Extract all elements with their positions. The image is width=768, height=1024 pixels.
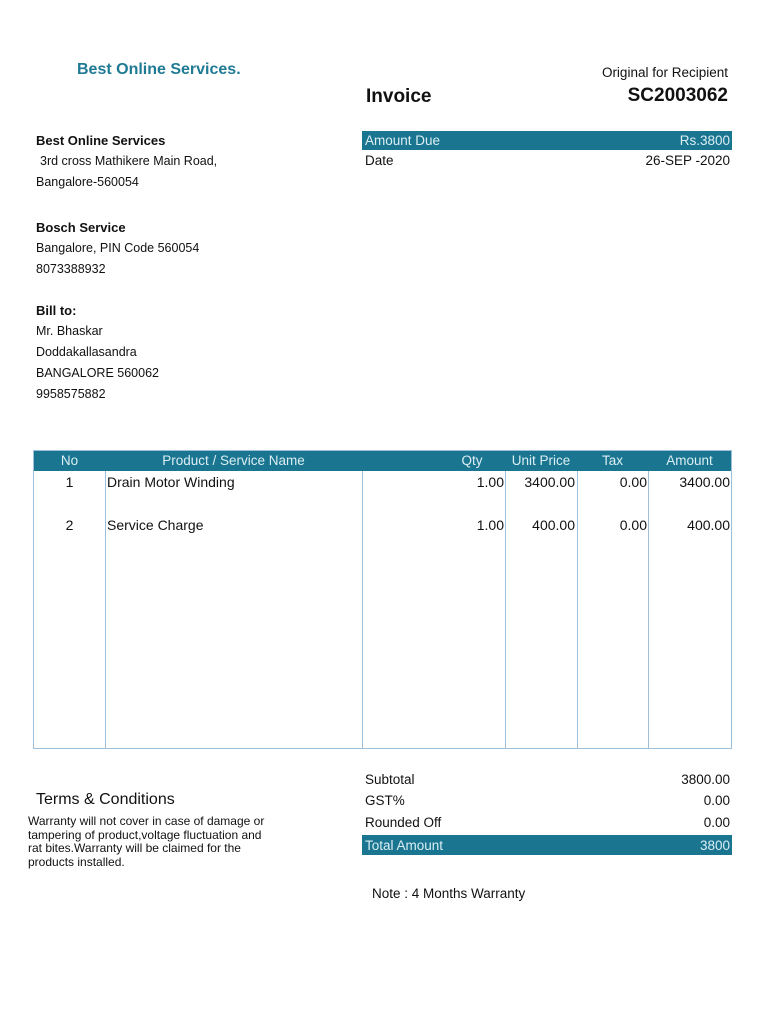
seller-address-line2: Bangalore-560054 <box>36 175 139 189</box>
gst-label: GST% <box>365 793 405 808</box>
terms-text: Warranty will not cover in case of damage or tampering of product,voltage fluctuation and rat bites.Warranty will be claimed for the products installed. <box>28 814 265 869</box>
row-qty: 1.00 <box>476 517 504 533</box>
brand-name: Best Online Services. <box>77 61 241 78</box>
bill-to-phone: 9958575882 <box>36 387 106 401</box>
invoice-title: Invoice <box>366 86 432 107</box>
amount-due-value: Rs.3800 <box>679 133 730 148</box>
service-center-phone: 8073388932 <box>36 262 106 276</box>
col-amount: Amount <box>666 453 713 468</box>
date-label: Date <box>365 153 394 168</box>
amount-due-bar <box>362 131 732 150</box>
service-center-block <box>36 217 199 280</box>
table-header <box>34 451 731 471</box>
column-divider <box>362 471 363 748</box>
bill-to-city: BANGALORE 560062 <box>36 366 159 380</box>
gst-value: 0.00 <box>703 793 730 808</box>
col-unit-price: Unit Price <box>511 453 571 468</box>
subtotal-row <box>362 772 732 787</box>
bill-to-name: Mr. Bhaskar <box>36 324 103 338</box>
total-amount-value: 3800 <box>699 837 730 853</box>
bill-to-block <box>36 300 159 405</box>
row-product: Service Charge <box>107 517 204 533</box>
warranty-note: Note : 4 Months Warranty <box>372 886 526 901</box>
invoice-number: SC2003062 <box>627 85 728 106</box>
column-divider <box>505 471 506 748</box>
rounded-off-value: 0.00 <box>703 815 730 830</box>
rounded-off-row <box>362 815 732 830</box>
amount-due-label: Amount Due <box>365 133 441 148</box>
row-no: 2 <box>65 517 74 533</box>
column-divider <box>105 471 106 748</box>
row-product: Drain Motor Winding <box>107 474 235 490</box>
rounded-off-label: Rounded Off <box>365 815 442 830</box>
seller-address-line1: 3rd cross Mathikere Main Road, <box>40 154 218 168</box>
col-tax: Tax <box>601 453 623 468</box>
row-amount: 3400.00 <box>679 474 730 490</box>
row-no: 1 <box>65 474 74 490</box>
row-tax: 0.00 <box>619 474 647 490</box>
subtotal-value: 3800.00 <box>681 772 730 787</box>
total-amount-label: Total Amount <box>365 837 444 853</box>
row-qty: 1.00 <box>476 474 504 490</box>
column-divider <box>648 471 649 748</box>
copy-label: Original for Recipient <box>601 65 728 80</box>
total-amount-bar <box>362 835 732 855</box>
col-no: No <box>60 453 79 468</box>
service-center-address: Bangalore, PIN Code 560054 <box>36 241 200 255</box>
row-unit-price: 400.00 <box>532 517 575 533</box>
column-divider <box>577 471 578 748</box>
seller-block <box>36 130 217 193</box>
row-tax: 0.00 <box>619 517 647 533</box>
subtotal-label: Subtotal <box>365 772 415 787</box>
col-qty: Qty <box>461 453 483 468</box>
items-table <box>33 450 732 749</box>
service-center-name: Bosch Service <box>36 220 126 235</box>
col-product: Product / Service Name <box>162 453 305 468</box>
row-amount: 400.00 <box>687 517 730 533</box>
terms-heading: Terms & Conditions <box>36 791 175 808</box>
date-row <box>362 153 732 168</box>
date-value: 26-SEP -2020 <box>645 153 730 168</box>
row-unit-price: 3400.00 <box>524 474 575 490</box>
gst-row <box>362 793 732 808</box>
seller-name: Best Online Services <box>36 133 166 148</box>
bill-to-label: Bill to: <box>36 303 77 318</box>
bill-to-area: Doddakallasandra <box>36 345 137 359</box>
